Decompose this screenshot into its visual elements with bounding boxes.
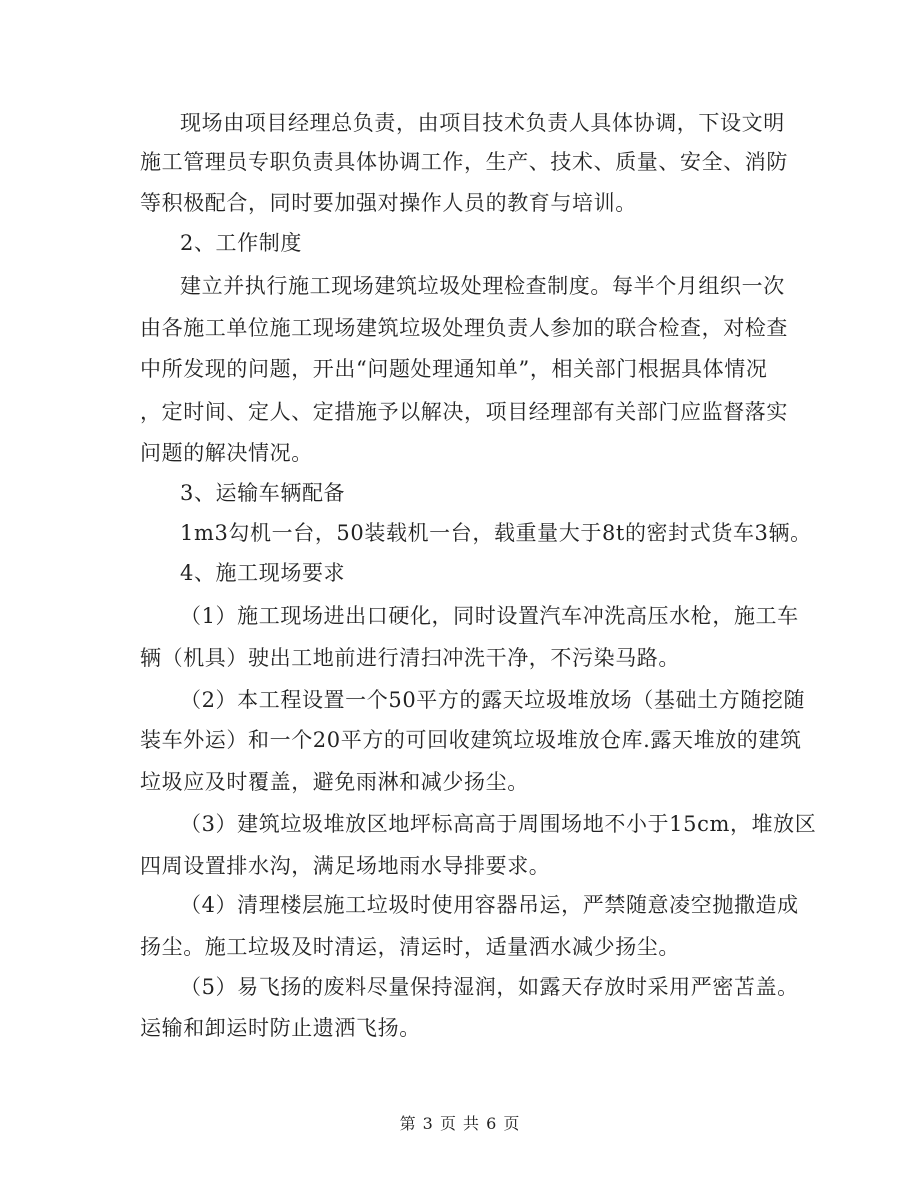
body-line: 四周设置排水沟，满足场地雨水导排要求。 [140, 854, 551, 878]
section-heading: 2、工作制度 [180, 231, 302, 255]
page-footer: 第 3 页 共 6 页 [399, 1114, 521, 1133]
body-line: 问题的解决情况。 [140, 441, 313, 465]
body-line: 中所发现的问题，开出“问题处理通知单”，相关部门根据具体情况 [140, 357, 768, 381]
body-line: 建立并执行施工现场建筑垃圾处理检查制度。每半个月组织一次 [180, 274, 785, 298]
body-line: （2）本工程设置一个50平方的露天垃圾堆放场（基础土方随挖随 [180, 688, 806, 712]
body-line: 扬尘。施工垃圾及时清运，清运时，适量洒水减少扬尘。 [140, 935, 680, 959]
body-line: （4）清理楼层施工垃圾时使用容器吊运，严禁随意凌空抛撒造成 [180, 893, 799, 917]
body-line: （1）施工现场进出口硬化，同时设置汽车冲洗高压水枪，施工车 [180, 604, 799, 628]
body-line: 辆（机具）驶出工地前进行清扫冲洗干净，不污染马路。 [140, 646, 680, 670]
body-line: 垃圾应及时覆盖，避免雨淋和减少扬尘。 [140, 770, 529, 794]
body-line: 施工管理员专职负责具体协调工作，生产、技术、质量、安全、消防 [140, 150, 788, 174]
body-line: 由各施工单位施工现场建筑垃圾处理负责人参加的联合检查，对检查 [140, 316, 788, 340]
section-heading: 3、运输车辆配备 [180, 481, 346, 505]
body-line: 等积极配合，同时要加强对操作人员的教育与培训。 [140, 191, 637, 215]
body-line: 运输和卸运时防止遗洒飞扬。 [140, 1016, 421, 1040]
body-line: （5）易飞扬的废料尽量保持湿润，如露天存放时采用严密苫盖。 [180, 975, 799, 999]
body-line: 1m3勾机一台，50装载机一台，载重量大于8t的密封式货车3辆。 [180, 521, 812, 545]
body-line: 现场由项目经理总负责，由项目技术负责人具体协调，下设文明 [180, 111, 785, 135]
section-heading: 4、施工现场要求 [180, 561, 346, 585]
body-line: ，定时间、定人、定措施予以解决，项目经理部有关部门应监督落实 [140, 400, 788, 424]
body-line: 装车外运）和一个20平方的可回收建筑垃圾堆放仓库.露天堆放的建筑 [140, 728, 802, 752]
body-line: （3）建筑垃圾堆放区地坪标高高于周围场地不小于15cm，堆放区 [180, 812, 817, 836]
